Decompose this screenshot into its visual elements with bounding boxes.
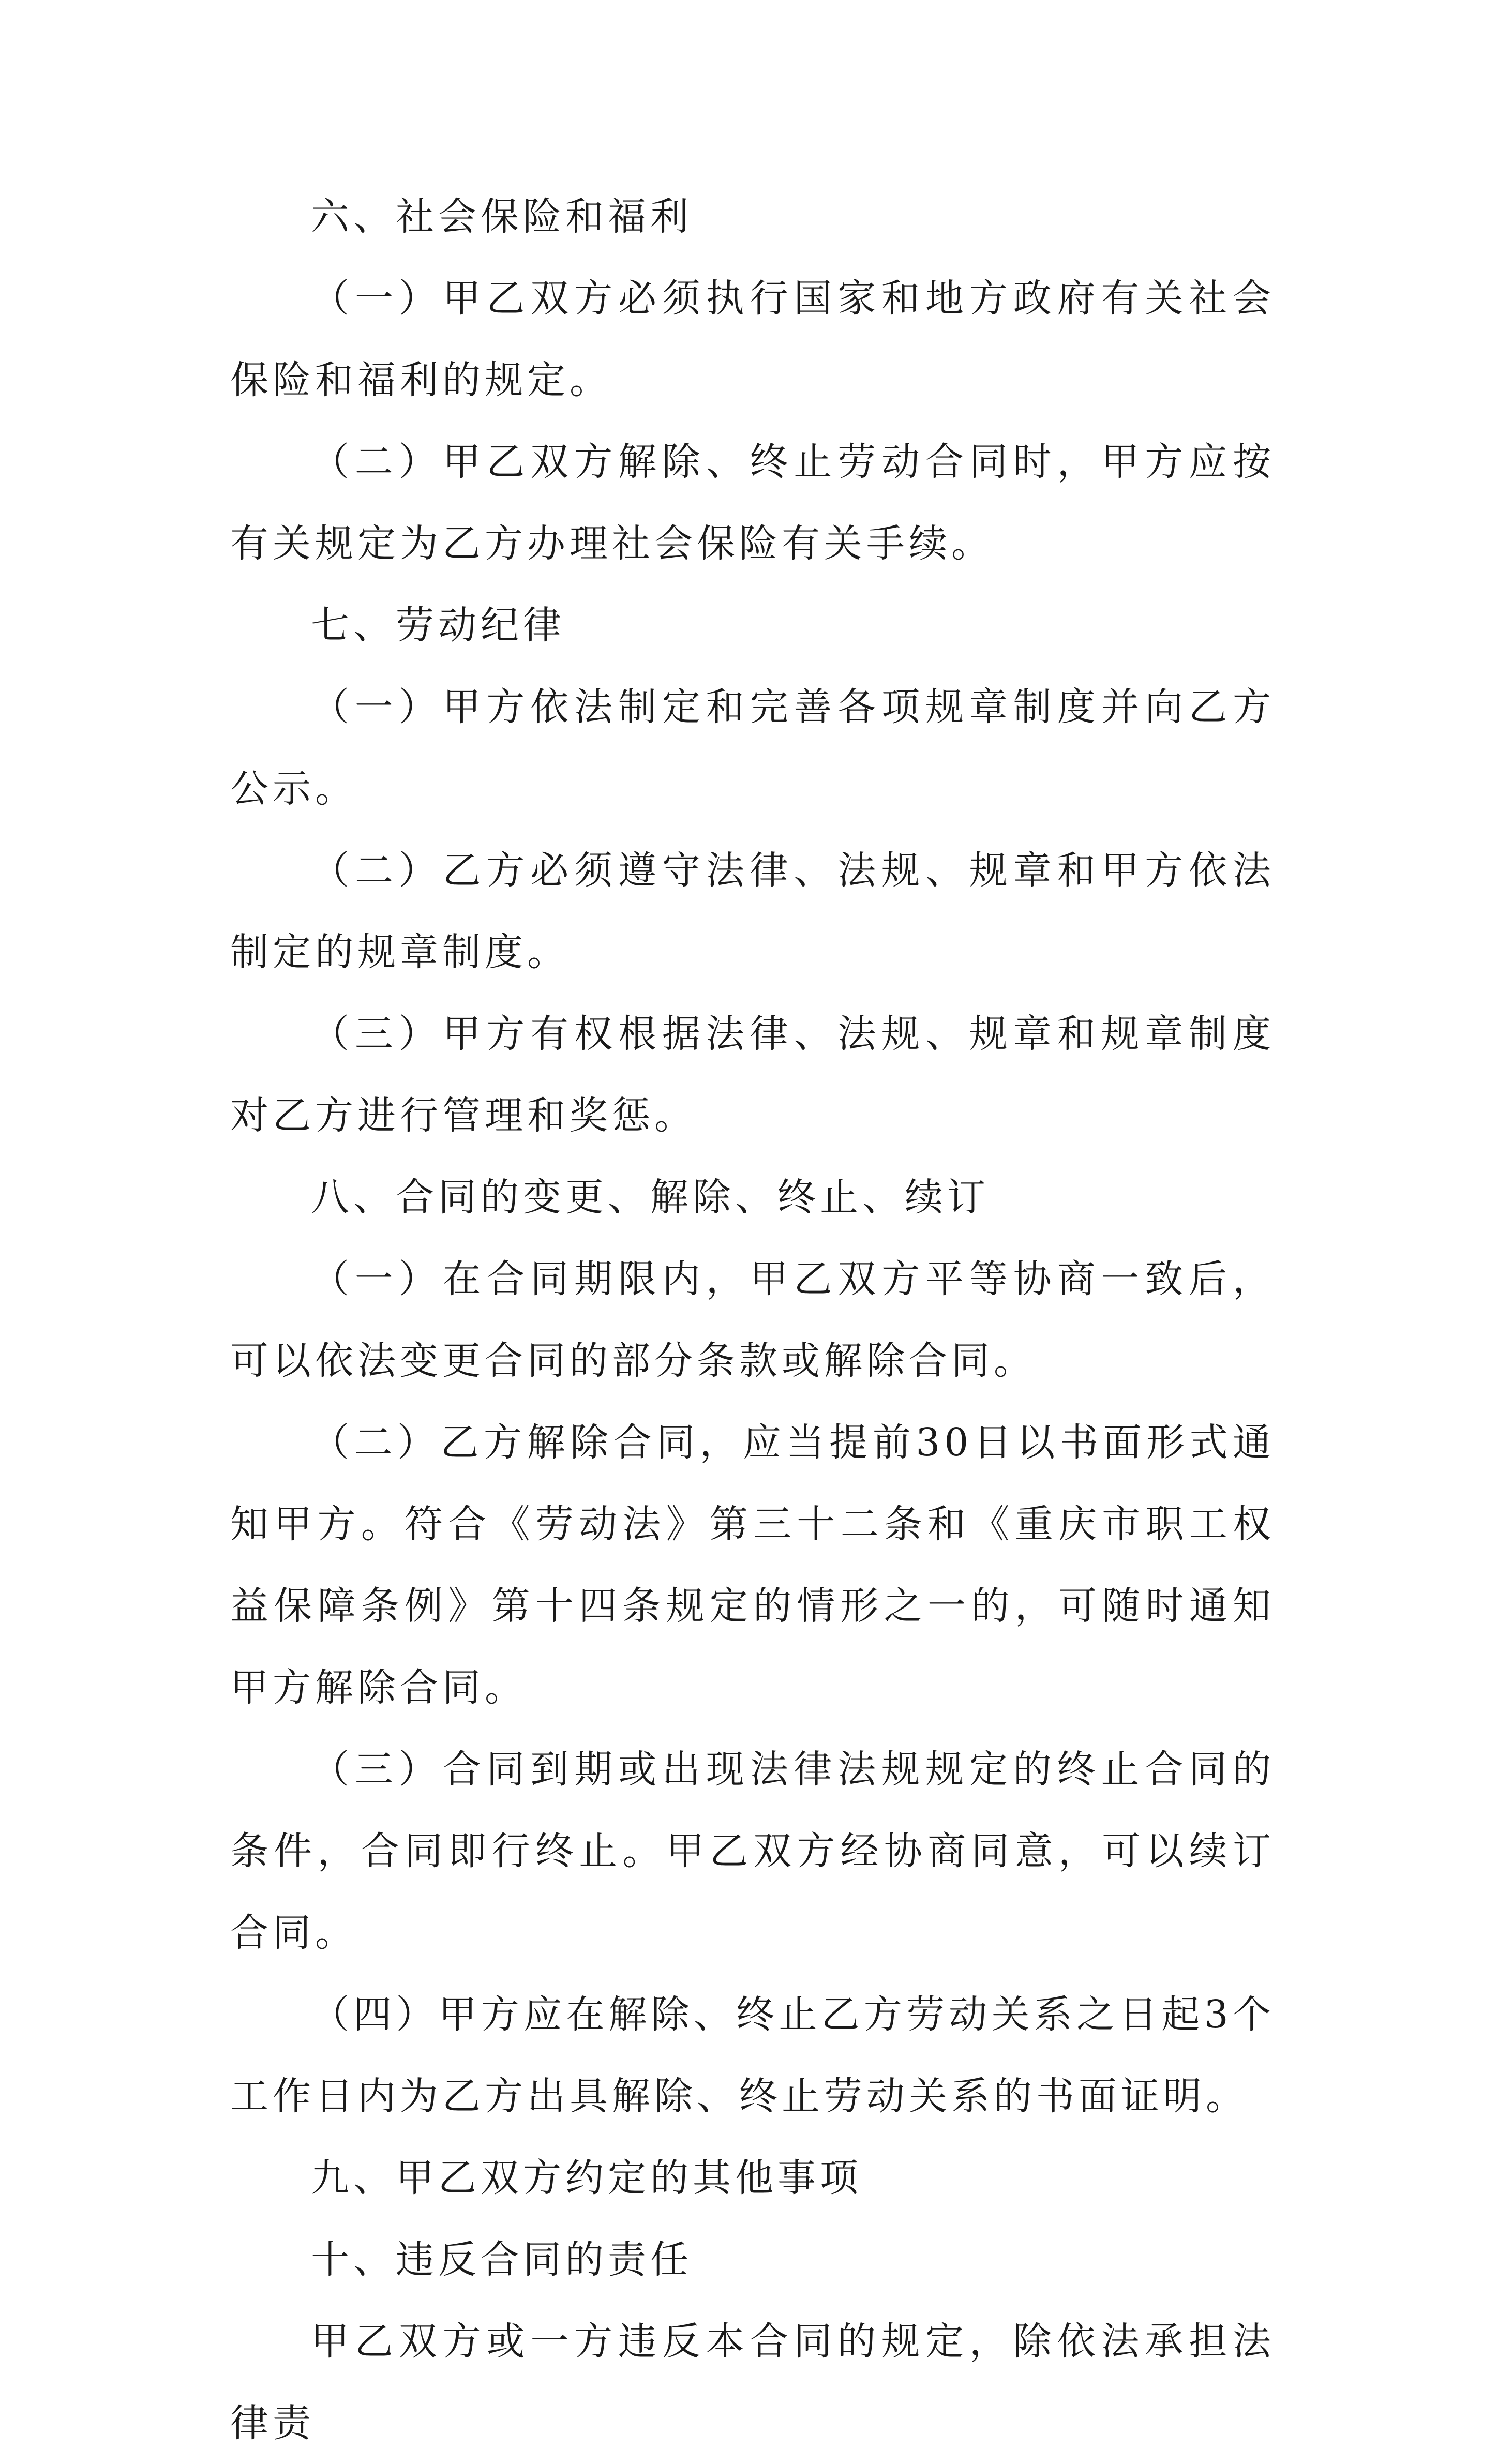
clause-paragraph: （一）在合同期限内，甲乙双方平等协商一致后，可以依法变更合同的部分条款或解除合同。 — [230, 1257, 1275, 1383]
clause-paragraph: （二）甲乙双方解除、终止劳动合同时，甲方应按有关规定为乙方办理社会保险有关手续。 — [230, 440, 1275, 566]
clause-paragraph: （一）甲乙双方必须执行国家和地方政府有关社会保险和福利的规定。 — [230, 276, 1275, 402]
clause-paragraph: （三）甲方有权根据法律、法规、规章和规章制度对乙方进行管理和奖惩。 — [230, 1012, 1275, 1138]
section-heading-labor-discipline: 七、劳动纪律 — [311, 603, 565, 648]
clause-paragraph: （一）甲方依法制定和完善各项规章制度并向乙方公示。 — [230, 685, 1275, 811]
section-heading-contract-changes: 八、合同的变更、解除、终止、续订 — [311, 1175, 990, 1220]
section-heading-breach-liability: 十、违反合同的责任 — [311, 2237, 693, 2282]
section-heading-social-insurance: 六、社会保险和福利 — [311, 194, 693, 239]
clause-paragraph: （四）甲方应在解除、终止乙方劳动关系之日起3个工作日内为乙方出具解除、终止劳动关系的书面证明。 — [230, 1992, 1275, 2119]
clause-paragraph: （三）合同到期或出现法律法规规定的终止合同的条件，合同即行终止。甲乙双方经协商同意，可以续订合同。 — [230, 1747, 1275, 1955]
clause-paragraph: （二）乙方必须遵守法律、法规、规章和甲方依法制定的规章制度。 — [230, 848, 1275, 974]
section-heading-other-matters: 九、甲乙双方约定的其他事项 — [311, 2156, 862, 2200]
document-body — [230, 176, 1275, 2464]
clause-paragraph: （二）乙方解除合同，应当提前30日以书面形式通知甲方。符合《劳动法》第三十二条和《重庆市职工权益保障条例》第十四条规定的情形之一的，可随时通知甲方解除合同。 — [230, 1420, 1275, 1710]
clause-paragraph: 甲乙双方或一方违反本合同的规定，除依法承担法律责 — [230, 2319, 1275, 2445]
